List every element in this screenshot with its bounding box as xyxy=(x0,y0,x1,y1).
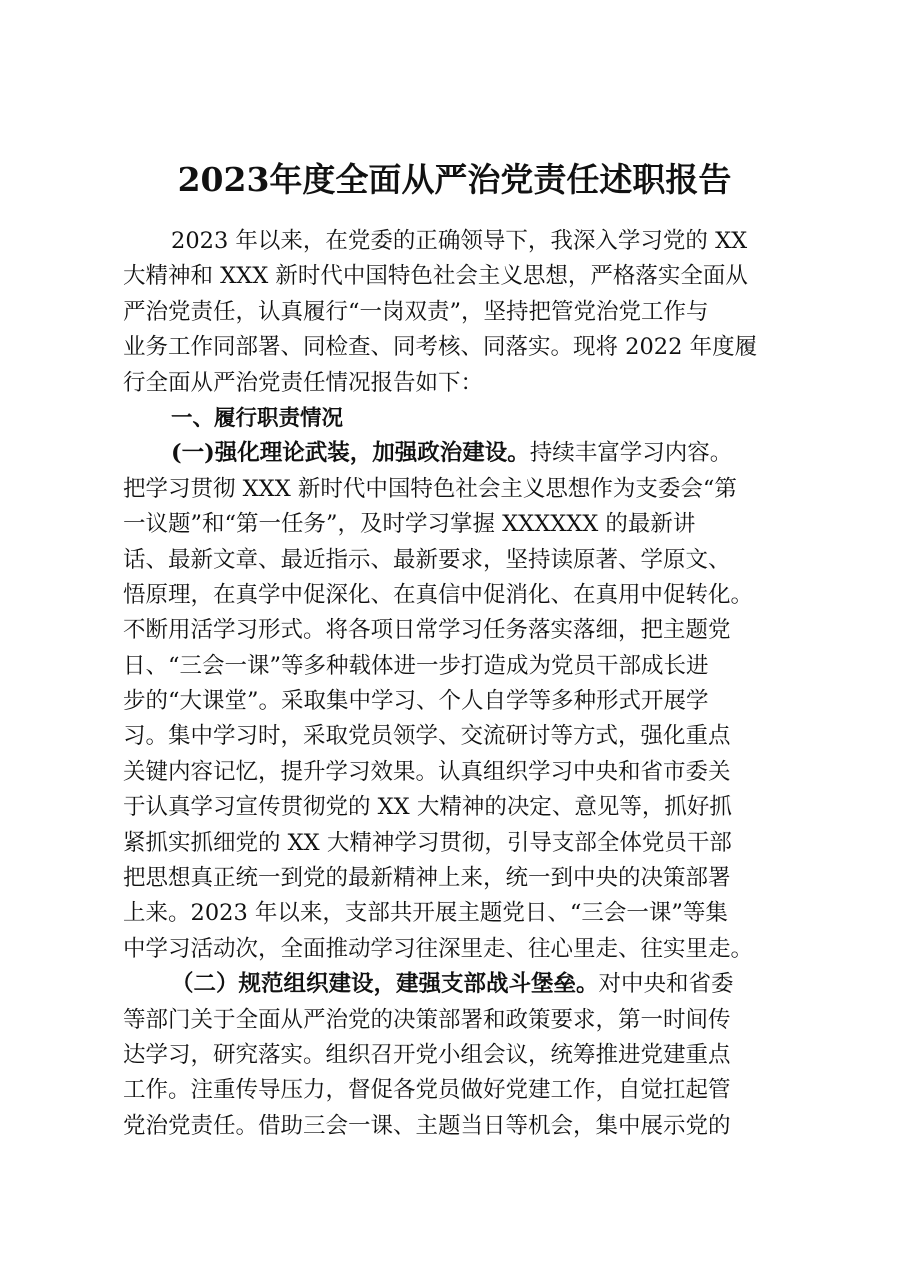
body-line xyxy=(123,543,793,578)
line-text: 对中央和省委 xyxy=(598,971,734,998)
line-text: 于认真学习宣传贯彻党的 XX 大精神的决定、意见等，抓好抓 xyxy=(123,794,732,821)
body-line xyxy=(123,790,793,825)
body-line xyxy=(123,1038,793,1073)
line-text: 一、履行职责情况 xyxy=(171,405,344,431)
body-line xyxy=(123,330,793,365)
line-text: 不断用活学习形式。将各项日常学习任务落实落细，把主题党 xyxy=(123,617,731,644)
body-line xyxy=(123,366,793,401)
body-line xyxy=(123,719,793,754)
line-text: 行全面从严治党责任情况报告如下： xyxy=(123,369,484,396)
line-text: 把思想真正统一到党的最新精神上来，统一到中央的决策部署 xyxy=(123,865,731,892)
line-text: 步的“大课堂”。采取集中学习、个人自学等多种形式开展学 xyxy=(123,688,709,715)
line-text: 关键内容记忆，提升学习效果。认真组织学习中央和省市委关 xyxy=(123,758,731,785)
body-line xyxy=(123,613,793,648)
line-text: 大精神和 XXX 新时代中国特色社会主义思想，严格落实全面从 xyxy=(123,263,748,290)
body-line xyxy=(123,436,793,471)
body-line xyxy=(123,578,793,613)
line-text: 党治党责任。借助三会一课、主题当日等机会，集中展示党的 xyxy=(123,1112,731,1139)
body-line xyxy=(123,861,793,896)
line-text: 业务工作同部署、同检查、同考核、同落实。现将 2022 年度履 xyxy=(123,334,758,361)
body-line xyxy=(123,472,793,507)
body-line xyxy=(123,1003,793,1038)
body-line xyxy=(123,967,793,1002)
line-text: 习。集中学习时，采取党员领学、交流研讨等方式，强化重点 xyxy=(123,723,731,750)
document-title: 2023年度全面从严治党责任述职报告 xyxy=(177,160,732,199)
line-text: 紧抓实抓细党的 XX 大精神学习贯彻，引导支部全体党员干部 xyxy=(123,829,732,856)
body-line xyxy=(123,826,793,861)
line-text: 等部门关于全面从严治党的决策部署和政策要求，第一时间传 xyxy=(123,1006,731,1033)
line-text: 日、“三会一课”等多种载体进一步打造成为党员干部成长进 xyxy=(123,652,709,679)
body-line xyxy=(123,224,793,259)
subsection-heading: (一)强化理论武装，加强政治建设。 xyxy=(171,440,530,467)
body-line xyxy=(123,259,793,294)
line-text: 一议题”和“第一任务”，及时学习掌握 XXXXXX 的最新讲 xyxy=(123,511,696,538)
line-text: 话、最新文章、最近指示、最新要求，坚持读原著、学原文、 xyxy=(123,546,731,573)
line-text: 达学习，研究落实。组织召开党小组会议，统筹推进党建重点 xyxy=(123,1041,731,1068)
subsection-heading: （二）规范组织建设，建强支部战斗堡垒。 xyxy=(171,971,599,998)
line-text: 严治党责任，认真履行“一岗双责”，坚持把管党治党工作与 xyxy=(123,298,709,325)
line-text: 持续丰富学习内容。 xyxy=(529,440,733,467)
line-text: 把学习贯彻 XXX 新时代中国特色社会主义思想作为支委会“第 xyxy=(123,475,737,502)
line-text: 中学习活动次，全面推动学习往深里走、往心里走、往实里走。 xyxy=(123,935,754,962)
body-line xyxy=(123,932,793,967)
line-text: 工作。注重传导压力，督促各党员做好党建工作，自觉扛起管 xyxy=(123,1077,731,1104)
document-body xyxy=(123,224,793,1144)
body-line xyxy=(123,1109,793,1144)
line-text: 上来。2023 年以来，支部共开展主题党日、“三会一课”等集 xyxy=(123,900,728,927)
line-text: 悟原理，在真学中促深化、在真信中促消化、在真用中促转化。 xyxy=(123,581,754,608)
section-heading xyxy=(123,401,793,436)
body-line xyxy=(123,684,793,719)
line-text: 2023 年以来，在党委的正确领导下，我深入学习党的 XX xyxy=(171,228,748,254)
body-line xyxy=(123,649,793,684)
body-line xyxy=(123,507,793,542)
body-line xyxy=(123,1073,793,1108)
body-line xyxy=(123,896,793,931)
body-line xyxy=(123,295,793,330)
body-line xyxy=(123,755,793,790)
